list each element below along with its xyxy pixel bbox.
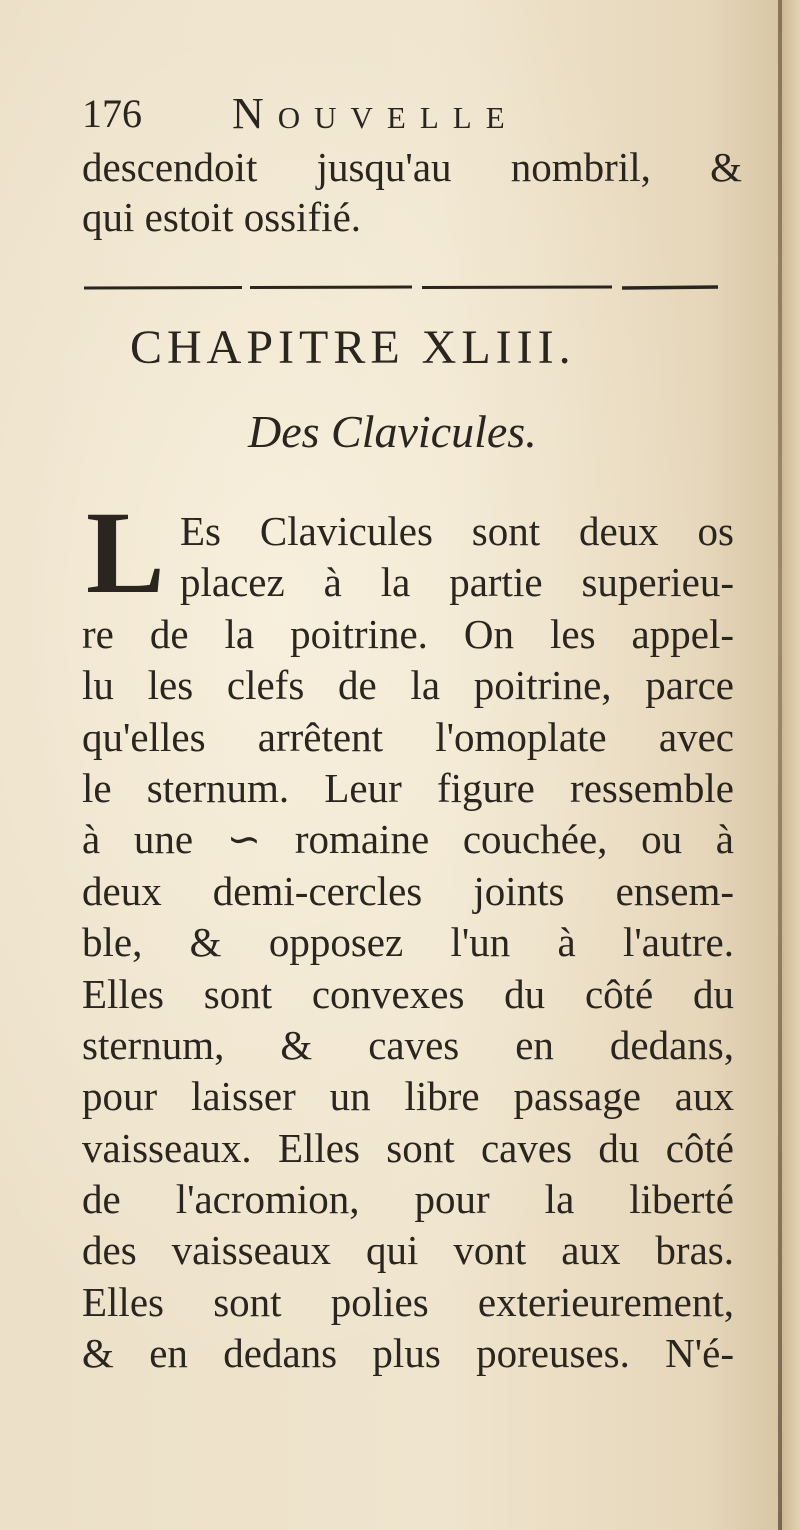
chapter-heading: CHAPITRE XLIII. bbox=[130, 321, 576, 374]
body-line: Elles sont polies exterieurement, bbox=[82, 1278, 734, 1325]
body-line: re de la poitrine. On les appel- bbox=[82, 610, 734, 657]
body-line: Elles sont convexes du côté du bbox=[82, 970, 734, 1017]
page-edge-outer bbox=[782, 0, 800, 1530]
body-line: lu les clefs de la poitrine, parce bbox=[82, 662, 734, 709]
body-line: le sternum. Leur figure ressemble bbox=[82, 764, 734, 811]
body-line: sternum, & caves en dedans, bbox=[82, 1021, 734, 1068]
body-line: de l'acromion, pour la liberté bbox=[82, 1176, 734, 1223]
carryover-text bbox=[82, 142, 742, 242]
running-title: Nouvelle bbox=[232, 89, 519, 138]
body-line: pour laisser un libre passage aux bbox=[82, 1073, 734, 1120]
page-number: 176 bbox=[82, 91, 142, 136]
running-head bbox=[82, 88, 642, 140]
body-line: des vaisseaux qui vont aux bras. bbox=[82, 1227, 734, 1274]
body-line: à une ∽ romaine couchée, ou à bbox=[82, 816, 734, 863]
body-line: vaisseaux. Elles sont caves du côté bbox=[82, 1124, 734, 1171]
page-gutter-edge bbox=[778, 0, 782, 1530]
body-line: ble, & opposez l'un à l'autre. bbox=[82, 919, 734, 966]
body-line: Es Clavicules sont deux os bbox=[180, 508, 734, 554]
carryover-line: qui estoit ossifié. bbox=[82, 194, 362, 240]
chapter-subtitle: Des Clavicules. bbox=[248, 406, 537, 457]
body-line: qu'elles arrêtent l'omoplate avec bbox=[82, 713, 734, 760]
ornamental-rule bbox=[82, 283, 722, 291]
body-line: deux demi-cercles joints ensem- bbox=[82, 867, 734, 914]
body-line: placez à la partie superieu- bbox=[180, 559, 734, 606]
chapter-body bbox=[82, 506, 734, 1380]
body-line: & en dedans plus poreuses. N'é- bbox=[82, 1330, 734, 1377]
carryover-line: descendoit jusqu'au nombril, & bbox=[82, 144, 742, 190]
drop-cap: L bbox=[86, 487, 165, 618]
